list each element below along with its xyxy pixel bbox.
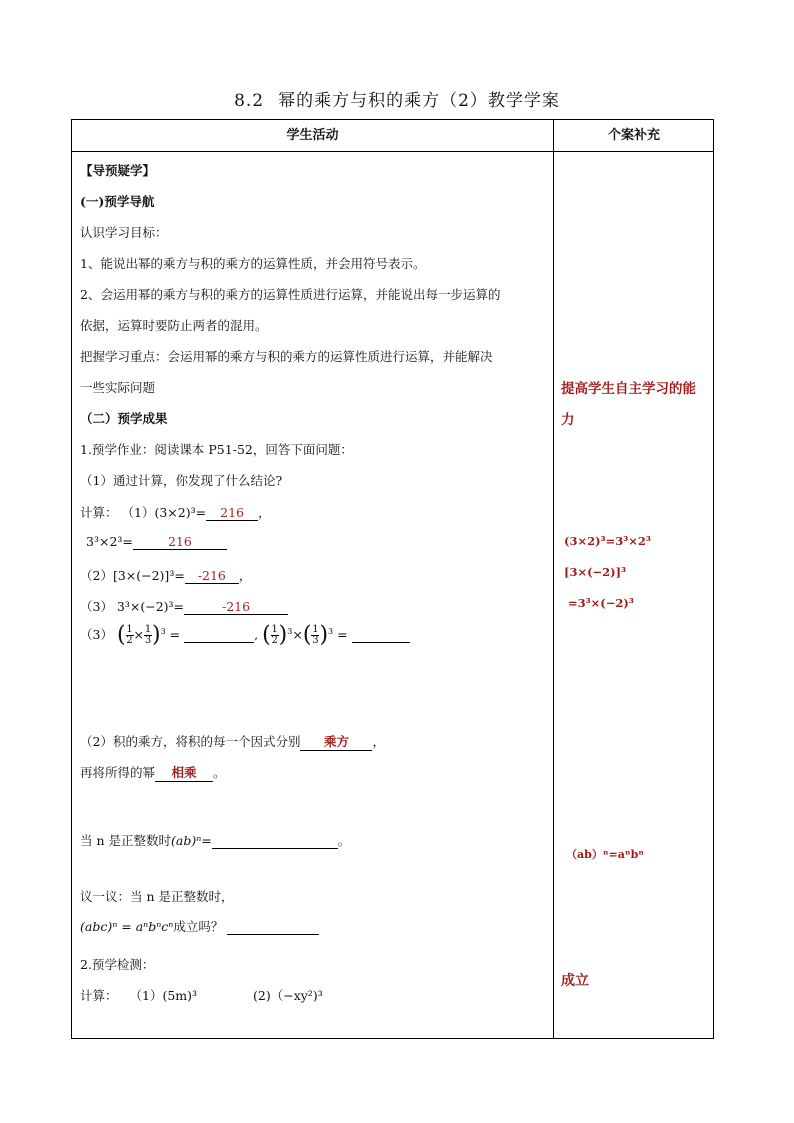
rule-blank[interactable] — [212, 833, 338, 849]
calc-5-blank-2[interactable] — [352, 627, 410, 643]
question-1: （1）通过计算，你发现了什么结论? — [80, 473, 283, 488]
goal-1: 1、能说出幂的乘方与积的乘方的运算性质，并会用符号表示。 — [80, 256, 426, 271]
discuss-suffix: 成立吗？ — [173, 919, 224, 934]
note-holds: 成立 — [561, 973, 589, 989]
discuss-expression: (abc)ⁿ = aⁿbⁿcⁿ — [80, 919, 174, 934]
key-point-line1: 把握学习重点：会运用幂的乘方与积的乘方的运算性质进行运算，并能解决 — [80, 349, 493, 364]
calc-4-prefix: （3） 3³×(−2)³= — [80, 599, 185, 614]
section-number: 8.2 — [234, 91, 265, 111]
q2b-prefix: 再将所得的幂 — [80, 765, 156, 780]
note-eq-1: (3×2)³=3³×2³ — [564, 534, 651, 548]
calc-line-1 — [80, 503, 271, 521]
page-title — [0, 86, 794, 111]
rule-line — [80, 831, 350, 849]
calc-5-blank-1[interactable] — [184, 627, 254, 643]
calc-line-5-fractions: （3） ( $\frac{1}{2}$ × $\frac{1}{3}$ )$^3$ = , ( $\frac{1}{2}$ )$^3$×( $\frac{1}{3}$ )$^3$ = — [80, 625, 410, 646]
check-calc-label: 计算： — [80, 988, 118, 1003]
calc-1-answer: 216 — [206, 505, 258, 521]
discuss-line: 议一议：当 n 是正整数时， — [80, 889, 234, 904]
header-notes: 个案补充 — [607, 128, 660, 143]
fraction-half: $\frac{1}{2}$ — [126, 624, 133, 646]
column-divider — [553, 120, 554, 1038]
calc-2-prefix: 3³×2³= — [86, 534, 133, 549]
calc-3-suffix: ， — [238, 568, 252, 583]
q2-answer-1: 乘方 — [300, 732, 372, 751]
goal-2-line1: 2、会运用幂的乘方与积的乘方的运算性质进行运算，并能说出每一步运算的 — [80, 287, 501, 302]
rule-prefix: 当 n 是正整数时 — [80, 833, 171, 848]
calc-3-answer: -216 — [185, 568, 239, 584]
homework-line: 1.预学作业：阅读课本 P51-52，回答下面问题： — [80, 442, 353, 457]
note-autonomy-line1: 提高学生自主学习的能 — [561, 381, 696, 397]
q2-prefix: （2）积的乘方，将积的每一个因式分别 — [80, 734, 301, 749]
check-heading: 2.预学检测： — [80, 957, 155, 972]
calc-1-suffix: ， — [258, 505, 271, 520]
calc-4-answer: -216 — [184, 599, 288, 615]
goal-intro: 认识学习目标： — [80, 225, 168, 240]
calc-2-answer: 216 — [133, 534, 227, 550]
rule-expression: (ab)ⁿ= — [171, 833, 212, 848]
title-text: 幂的乘方与积的乘方（2）教学学案 — [278, 91, 560, 111]
calc-line-4 — [80, 597, 288, 615]
note-autonomy-line2: 力 — [561, 412, 575, 428]
calc-3-prefix: （2）[3×(−2)]³= — [80, 568, 185, 583]
subheading-preview-results: （二）预学成果 — [80, 411, 168, 426]
discuss-blank[interactable] — [227, 919, 319, 935]
check-item-1: （1）(5m)³ — [129, 988, 198, 1003]
q2b-suffix: 。 — [213, 765, 226, 780]
subheading-preview-nav: (一)预学导航 — [80, 194, 155, 209]
check-item-2: (2)（−xy²)³ — [253, 988, 323, 1003]
note-eq-2b: =3³×(−2)³ — [568, 596, 634, 610]
question-2-line1 — [80, 732, 385, 751]
discuss-expression-line — [80, 917, 319, 935]
calc-line-3 — [80, 566, 251, 584]
key-point-line2: 一些实际问题 — [80, 380, 156, 395]
note-eq-3: （ab）ⁿ=aⁿbⁿ — [566, 848, 644, 861]
rule-suffix: 。 — [337, 833, 351, 848]
note-eq-2a: [3×(−2)]³ — [564, 565, 627, 579]
calc-5-prefix: （3） — [80, 627, 113, 642]
calc-label: 计算： — [80, 505, 118, 520]
header-student-activity: 学生活动 — [286, 128, 339, 143]
check-line — [80, 986, 323, 1004]
goal-2-line2: 依据，运算时要防止两者的混用。 — [80, 318, 268, 333]
lesson-table — [71, 119, 714, 1039]
q2-answer-2: 相乘 — [155, 763, 213, 782]
question-2-line2 — [80, 763, 226, 782]
calc-line-2 — [86, 534, 227, 550]
calc-1-prefix: （1）(3×2)³= — [121, 505, 207, 520]
q2-suffix: ， — [372, 734, 385, 749]
section-heading: 【导预疑学】 — [80, 163, 156, 178]
fraction-third: $\frac{1}{3}$ — [144, 624, 152, 646]
header-divider — [72, 151, 713, 152]
